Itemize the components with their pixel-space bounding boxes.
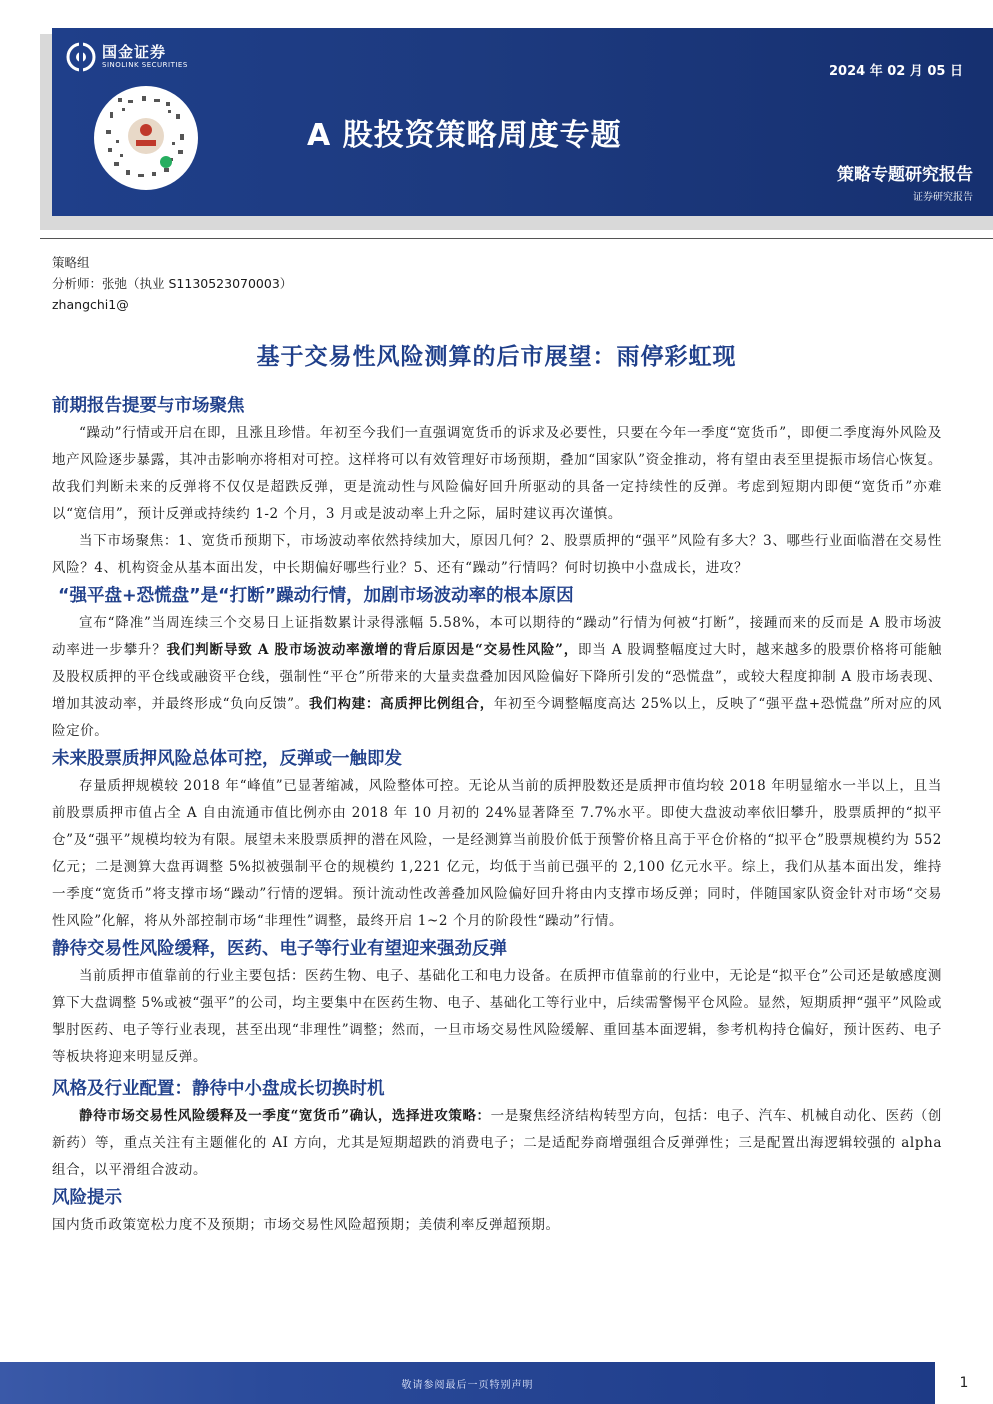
para-bold-text: 我们构建：高质押比例组合，: [309, 696, 494, 712]
page-footer: [0, 1362, 993, 1404]
para-bold-text: 静待市场交易性风险缓释及一季度“宽货币”确认，选择进攻策略：: [79, 1108, 491, 1124]
section-paragraph: [52, 610, 942, 745]
section-heading: 前期报告提要与市场聚焦: [52, 396, 245, 416]
para-text: 宣布“降准”当周连续三个交易日上证指数累计录得涨幅 5.58%，本可以期待的“躁动”行情为何被“打断”，接踵而来的反而是 A 股市场波动率进一步攀升？: [52, 615, 942, 658]
footer-notice: 敬请参阅最后一页特别声明: [0, 1362, 935, 1404]
section-paragraph: [52, 1103, 942, 1184]
risk-warning-text: 国内货币政策宽松力度不及预期；市场交易性风险超预期；美债利率反弹超预期。: [52, 1217, 560, 1233]
section-paragraph: 当下市场聚焦：1、宽货币预期下，市场波动率依然持续加大，原因几何？2、股票质押的“强平”风险有多大？3、哪些行业面临潜在交易性风险？4、机构资金从基本面出发，中长期偏好哪些行业？5、还有“躁动”行情吗？何时切换中小盘成长，进攻？: [52, 533, 942, 576]
analyst-name: 分析师：张弛（执业 S1130523070003）: [52, 276, 293, 291]
section-heading: 风险提示: [52, 1188, 122, 1208]
page-number: 1: [959, 1375, 969, 1391]
mini-program-qr-code: [94, 86, 198, 190]
section-heading: 风格及行业配置：静待中小盘成长切换时机: [52, 1079, 385, 1099]
qr-code-icon: [98, 90, 194, 186]
para-text: 年初至今调整幅度高达 25%以上，反映了“强平盘+恐慌盘”所对应的风险定价。: [52, 696, 943, 739]
para-text: 一是聚焦经济结构转型方向，包括：电子、汽车、机械自动化、医药（创新药）等，重点关注有主题催化的 AI 方向，尤其是短期超跌的消费电子；二是适配券商增强组合反弹弹性；三是配置出海逻辑较强的 alpha 组合，以平滑组合波动。: [52, 1108, 943, 1178]
header-banner: [52, 28, 993, 216]
logo-en-text: SINOLINK SECURITIES: [102, 61, 188, 69]
report-body: [52, 392, 942, 1239]
document-title: 基于交易性风险测算的后市展望：雨停彩虹现: [256, 344, 737, 370]
logo-cn-text: 国金证券: [102, 43, 167, 61]
section-paragraph: 当前质押市值靠前的行业主要包括：医药生物、电子、基础化工和电力设备。在质押市值靠前的行业中，无论是“拟平仓”公司还是敏感度测算下大盘调整 5%或被“强平”的公司，均主要集中在医药生物、电子、基础化工等行业中，后续需警惕平仓风险。显然，短期质押“强平”风险或掣肘医药、电子等行业表现，甚至出现“非理性”调整；然而，一旦市场交易性风险缓解、重回基本面逻辑，参考机构持仓偏好，预计医药、电子等板块将迎来明显反弹。: [52, 968, 942, 1065]
report-date: 2024 年 02 月 05 日: [829, 64, 963, 79]
company-logo: [66, 42, 188, 72]
analyst-group: 策略组: [52, 255, 90, 270]
section-paragraph: 存量质押规模较 2018 年“峰值”已显著缩减，风险整体可控。无论从当前的质押股数还是质押市值均较 2018 年明显缩水一半以上，且当前股票质押市值占全 A 自由流通市值比例亦由 2018 年 10 月初的 24%显著降至 7.7%水平。即使大盘波动率依旧攀升，股票质押的“拟平仓”及“强平”规模均较为有限。展望未来股票质押的潜在风险，一是经测算当前股价低于预警价格且高于平仓价格的“拟平仓”股票规模约为 552 亿元；二是测算大盘再调整 5%拟被强制平仓的规模约 1,221 亿元，均低于当前已强平的 2,100 亿元水平。综上，我们从基本面出发，维持一季度“宽货币”将支撑市场“躁动”行情的逻辑。预计流动性改善叠加风险偏好回升将由内支撑市场反弹；同时，伴随国家队资金针对市场“交易性风险”化解，将从外部控制市场“非理性”调整，最终开启 1~2 个月的阶段性“躁动”行情。: [52, 778, 942, 929]
section-paragraph: “躁动”行情或开启在即，且涨且珍惜。年初至今我们一直强调宽货币的诉求及必要性，只要在今年一季度“宽货币”，即便二季度海外风险及地产风险逐步暴露，其冲击影响亦将相对可控。这样将可以有效管理好市场预期，叠加“国家队”资金推动，将有望由表至里提振市场信心恢复。故我们判断未来的反弹将不仅仅是超跌反弹，更是流动性与风险偏好回升所驱动的具备一定持续性的反弹。考虑到短期内即便“宽货币”亦难以“宽信用”，预计反弹或持续约 1-2 个月，3 月或是波动率上升之际，届时建议再次谨慎。: [52, 425, 942, 522]
para-bold-text: 我们判断导致 A 股市场波动率激增的背后原因是“交易性风险”，: [166, 642, 579, 658]
analyst-email: zhangchi1@: [52, 297, 129, 312]
sinolink-logo-icon: [66, 42, 96, 72]
section-heading: 未来股票质押风险总体可控，反弹或一触即发: [52, 749, 402, 769]
analyst-block: [52, 252, 292, 315]
section-heading: 静待交易性风险缓释，医药、电子等行业有望迎来强劲反弹: [52, 939, 507, 959]
header-divider: [40, 238, 993, 239]
para-text: 即当 A 股调整幅度过大时，越来越多的股票价格将可能触及股权质押的平仓线或融资平仓线，强制性“平仓”所带来的大量卖盘叠加因风险偏好下降所引发的“恐慌盘”，或较大程度抑制 A 股市场表现、增加其波动率，并最终形成“负向反馈”。: [52, 642, 942, 712]
report-series-title: A 股投资策略周度专题: [307, 118, 622, 153]
report-subtype: 证券研究报告: [913, 192, 973, 203]
section-heading: “强平盘+恐慌盘”是“打断”躁动行情，加剧市场波动率的根本原因: [58, 586, 574, 606]
report-type: 策略专题研究报告: [837, 165, 973, 185]
